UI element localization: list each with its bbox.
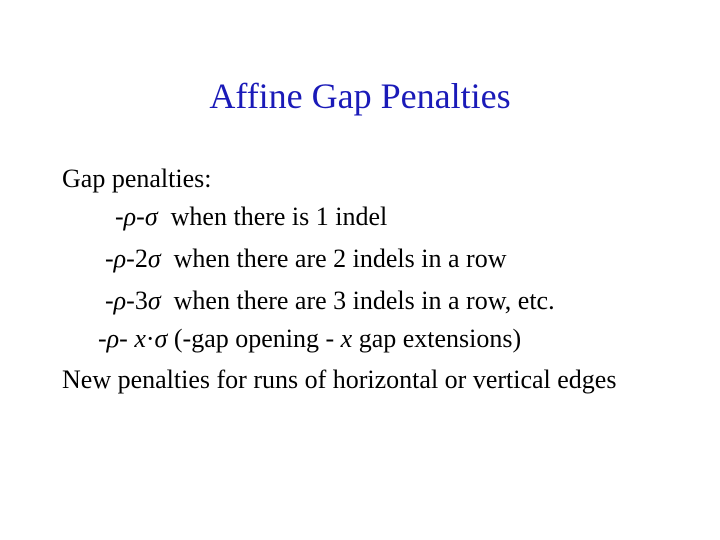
prefix: - bbox=[115, 202, 124, 231]
penalty-description: when there are 2 indels in a row bbox=[160, 244, 507, 273]
penalty-description: when there are 3 indels in a row, etc. bbox=[160, 286, 555, 315]
minus: - bbox=[136, 202, 145, 231]
penalty-line-3 bbox=[105, 285, 555, 317]
minus: - bbox=[126, 244, 135, 273]
prefix: - bbox=[105, 286, 114, 315]
prefix: - bbox=[105, 244, 114, 273]
minus: - bbox=[126, 286, 135, 315]
general-penalty-line bbox=[98, 323, 521, 355]
rho-symbol: ρ bbox=[106, 324, 120, 353]
dot-operator: · bbox=[145, 324, 155, 353]
footer-text: New penalties for runs of horizontal or vertical edges bbox=[62, 365, 617, 394]
sigma-symbol: σ bbox=[147, 244, 161, 273]
rho-symbol: ρ bbox=[113, 244, 127, 273]
sigma-symbol: σ bbox=[154, 324, 168, 353]
rho-symbol: ρ bbox=[123, 202, 137, 231]
sigma-symbol: σ bbox=[147, 286, 161, 315]
x-variable: x bbox=[134, 324, 146, 353]
x-variable: x bbox=[340, 324, 353, 353]
slide-title: Affine Gap Penalties bbox=[209, 76, 511, 116]
coefficient: 3 bbox=[134, 286, 148, 315]
gap-penalties-heading: Gap penalties: bbox=[62, 164, 212, 193]
penalty-line-2 bbox=[105, 243, 506, 275]
penalty-description: when there is 1 indel bbox=[157, 202, 388, 231]
rho-symbol: ρ bbox=[113, 286, 127, 315]
general-description-a: (-gap opening - bbox=[167, 324, 341, 353]
minus: - bbox=[119, 324, 135, 353]
penalty-line-1 bbox=[115, 201, 387, 233]
coefficient: 2 bbox=[134, 244, 148, 273]
prefix: - bbox=[98, 324, 107, 353]
sigma-symbol: σ bbox=[144, 202, 158, 231]
general-description-b: gap extensions) bbox=[352, 324, 522, 353]
